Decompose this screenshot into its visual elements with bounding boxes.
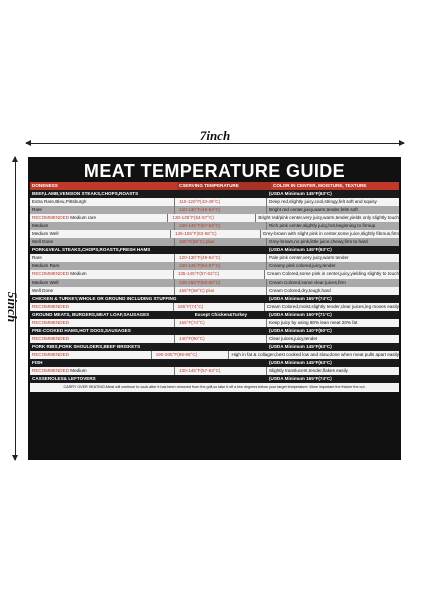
table-row	[30, 214, 399, 222]
doneness-cell	[30, 311, 175, 319]
table-row	[30, 206, 399, 214]
arrow-right-icon	[399, 140, 405, 146]
doneness-cell	[30, 351, 152, 359]
temperature-cell: 155°F(68°C) plus	[175, 238, 267, 246]
temperature-cell	[175, 190, 267, 198]
doneness-cell	[30, 238, 175, 246]
doneness-text: Medium	[69, 368, 87, 374]
section-row	[30, 246, 399, 254]
table-row	[30, 238, 399, 246]
doneness-cell	[30, 319, 175, 327]
doneness-cell	[30, 375, 175, 383]
width-label: 7inch	[199, 128, 231, 143]
doneness-cell	[30, 270, 174, 278]
table-row	[30, 367, 399, 375]
description-cell: Cream Colored,moist,slightly tender,clear juices,leg moves easily	[266, 303, 399, 309]
recommended-label: RECOMMENDED	[32, 335, 70, 341]
table-row	[30, 254, 399, 262]
doneness-text: PRE-COOKED HAMS,HOT DOGS,SAUSAGES	[32, 327, 131, 333]
temperature-cell: 165°F(74°C)	[174, 303, 265, 311]
temperature-cell: 130-135°F(54-57°C)	[168, 214, 256, 222]
description-cell: Cream Colored,dry,tough,hard	[269, 287, 331, 293]
temperature-cell: 120-130°F(49-54°C)	[175, 254, 267, 262]
height-label: 5inch	[5, 291, 20, 323]
doneness-text: Medium Rare	[32, 263, 60, 269]
table-row	[30, 262, 399, 270]
description-cell: (USDA Minimum 145°F(63°C)	[269, 359, 332, 365]
table-row	[30, 319, 399, 327]
table-header	[30, 182, 399, 190]
temperature-cell: 145-155°F(63-68°C)	[175, 279, 267, 287]
doneness-text: Medium rare	[69, 215, 97, 221]
description-cell: Grey-brown,no pink,little juice,chewy,firm to hard	[269, 239, 368, 245]
doneness-cell	[30, 343, 175, 351]
doneness-text: Medium	[69, 271, 87, 277]
description-cell: Bright red center,juicy,warm,tender,felts soft	[269, 207, 358, 213]
doneness-cell	[30, 198, 175, 206]
table-row	[30, 287, 399, 295]
temperature-cell	[175, 295, 267, 303]
description-cell: (USDA Minimum 165°F(74°C)	[269, 376, 332, 382]
description-cell: Grey-brown with slight pink in center,some juice,slightly fibrous,firm	[262, 231, 399, 237]
temperature-cell	[175, 359, 267, 367]
temperature-cell: 130-135°F(54-57°C)	[175, 262, 267, 270]
temperature-cell: 135-145°F(57-63°C)	[175, 222, 267, 230]
doneness-text: PORK RIBS,PORK SHOULDERS,BEEF BRISKETS	[32, 343, 141, 349]
table-row	[30, 270, 399, 278]
doneness-text: GROUND MEATS, BURGERS,MEAT LOAF,SAUSAGES	[32, 311, 150, 317]
doneness-text: Medium Well	[32, 231, 59, 237]
temperature-cell	[175, 343, 267, 351]
temperature-cell: 140°F(60°C)	[175, 335, 267, 343]
doneness-text: Extra Rare,Bleu,Pittsburgh	[32, 199, 87, 205]
doneness-cell	[30, 287, 175, 295]
temperature-cell: 165°F(74°C)	[175, 319, 267, 327]
recommended-label: RECOMMENDED	[32, 351, 70, 357]
temperature-cell: Except Chicken&Turkey	[194, 311, 248, 317]
temperature-cell: 145-155°F(63-68°C)	[171, 230, 261, 238]
temperature-cell: 110-120°F(43-49°C)	[175, 198, 267, 206]
doneness-cell	[30, 327, 175, 335]
doneness-text: CASSEROLES& LEFTOVERS	[32, 376, 96, 382]
doneness-cell	[30, 367, 175, 375]
arrow-up-icon	[12, 156, 18, 162]
table-row	[30, 222, 399, 230]
doneness-cell	[30, 262, 175, 270]
arrow-left-icon	[25, 140, 31, 146]
section-row	[30, 359, 399, 367]
description-cell: Deep red,slightly juicy,cool,stringy,felt soft and squisy	[269, 199, 377, 205]
description-cell: Rich pink center,slightly juicy,hot,beginning to firmup	[269, 223, 376, 229]
doneness-text: Well Done	[32, 287, 54, 293]
doneness-text: Rare	[32, 207, 42, 213]
description-cell: Clear juices,juicy,tender	[269, 335, 318, 341]
recommended-label: RECOMMENDED	[32, 319, 70, 325]
recommended-label: RECOMMENDED	[32, 215, 70, 221]
description-cell: (USDA Minimum 140°F(60°C)	[269, 327, 332, 333]
header-color-texture: COLOR IN CENTER, MOISTURE, TEXTURE	[273, 183, 367, 188]
doneness-text: CHICKEN & TURKEY,WHOLE OR GROUND INCLUDING STUFFING	[32, 295, 177, 301]
doneness-cell	[30, 335, 175, 343]
description-cell: High in fat & collagen,best cooked low and slow,done when meat pulls apart easily	[231, 351, 399, 357]
temperature-cell	[175, 327, 267, 335]
description-cell: (USDA Minimum 145°F(63°C)	[269, 247, 332, 253]
table-row	[30, 303, 399, 311]
doneness-cell	[30, 230, 171, 238]
meat-temperature-poster	[28, 157, 401, 460]
temperature-cell: 190-205°F(88-96°C)	[152, 351, 230, 359]
section-row	[30, 295, 399, 303]
doneness-cell	[30, 254, 175, 262]
description-cell: Pale pink center,very juicy,warm tender	[269, 255, 349, 261]
description-cell: (USDA Minimum 145°F(63°C)	[269, 343, 332, 349]
description-cell: Keep juicy by using 80% lean meat 20% fat	[269, 319, 358, 325]
description-cell: Bright red/pink center,very juicy,warm,tender,yields only slightly touch	[258, 215, 399, 221]
doneness-cell	[30, 222, 175, 230]
recommended-label: RECOMMENDED	[32, 303, 70, 309]
doneness-cell	[30, 359, 175, 367]
description-cell: (USDA Minimum 145°F(63°C)	[269, 191, 332, 196]
table-row	[30, 335, 399, 343]
header-serving-temperature: CSERVING TEMPERATURE	[177, 182, 271, 190]
temperature-cell	[175, 375, 267, 383]
table-row	[30, 351, 399, 359]
doneness-cell	[30, 190, 175, 198]
header-doneness: DONENESS	[32, 183, 58, 188]
temperature-cell	[175, 246, 267, 254]
recommended-label: RECOMMENDED	[32, 368, 70, 374]
doneness-cell	[30, 206, 175, 214]
table-row	[30, 279, 399, 287]
doneness-cell	[30, 214, 168, 222]
doneness-text: PORK&VEAL STEAKS,CHOPS,ROASTS,FRESH HAMS	[32, 247, 151, 253]
carry-over-note: CARRY OVER HEATING:Meat will continue to cook after it has been removed from the grill,so take it off a few degrees below your target temperature. More important the thicker the cut.	[30, 383, 399, 392]
arrow-down-icon	[12, 455, 18, 461]
temperature-cell: 155°F(68°C) plus	[175, 287, 267, 295]
doneness-text: FISH	[32, 359, 43, 365]
description-cell: Cream Colored,some clear juices,firm	[269, 279, 346, 285]
doneness-cell	[30, 246, 175, 254]
doneness-text: Medium Well	[32, 279, 59, 285]
description-cell: Creamy pink colored,juicy,tender	[269, 263, 336, 269]
temperature-cell: 135-145°F(57-63°C)	[174, 270, 265, 278]
width-arrow-line	[26, 143, 404, 144]
doneness-text: Rare	[32, 255, 42, 261]
table-row	[30, 230, 399, 238]
doneness-cell	[30, 279, 175, 287]
height-dimension	[4, 157, 18, 460]
table-body	[30, 190, 399, 383]
table-row	[30, 198, 399, 206]
temperature-cell: 130-145°F(57-63°C)	[175, 367, 267, 375]
description-cell: Slightly translucent,tender,flakes easily	[269, 368, 348, 374]
description-cell: (USDA Minimum 165°F(74°C)	[269, 295, 332, 301]
description-cell: (USDA Minimum 160°F(71°C)	[269, 311, 332, 317]
poster-title: MEAT TEMPERATURE GUIDE	[83, 161, 346, 181]
doneness-text: Medium	[32, 223, 49, 229]
description-cell: Cream Colored,some pink in center,juicy,yielding slightly to touch	[267, 271, 399, 277]
section-row	[30, 327, 399, 335]
temperature-cell: 120-130°F(49-54°C)	[175, 206, 267, 214]
width-dimension	[26, 128, 404, 145]
section-row	[30, 311, 399, 319]
doneness-cell	[30, 303, 174, 311]
doneness-text: BEEF,LAMB,VENSION STEAKS,CHOPS,ROASTS	[32, 191, 139, 196]
section-row	[30, 343, 399, 351]
section-row	[30, 375, 399, 383]
doneness-text: Well Done	[32, 239, 54, 245]
recommended-label: RECOMMENDED	[32, 271, 70, 277]
doneness-cell	[30, 295, 175, 303]
section-row	[30, 190, 399, 198]
